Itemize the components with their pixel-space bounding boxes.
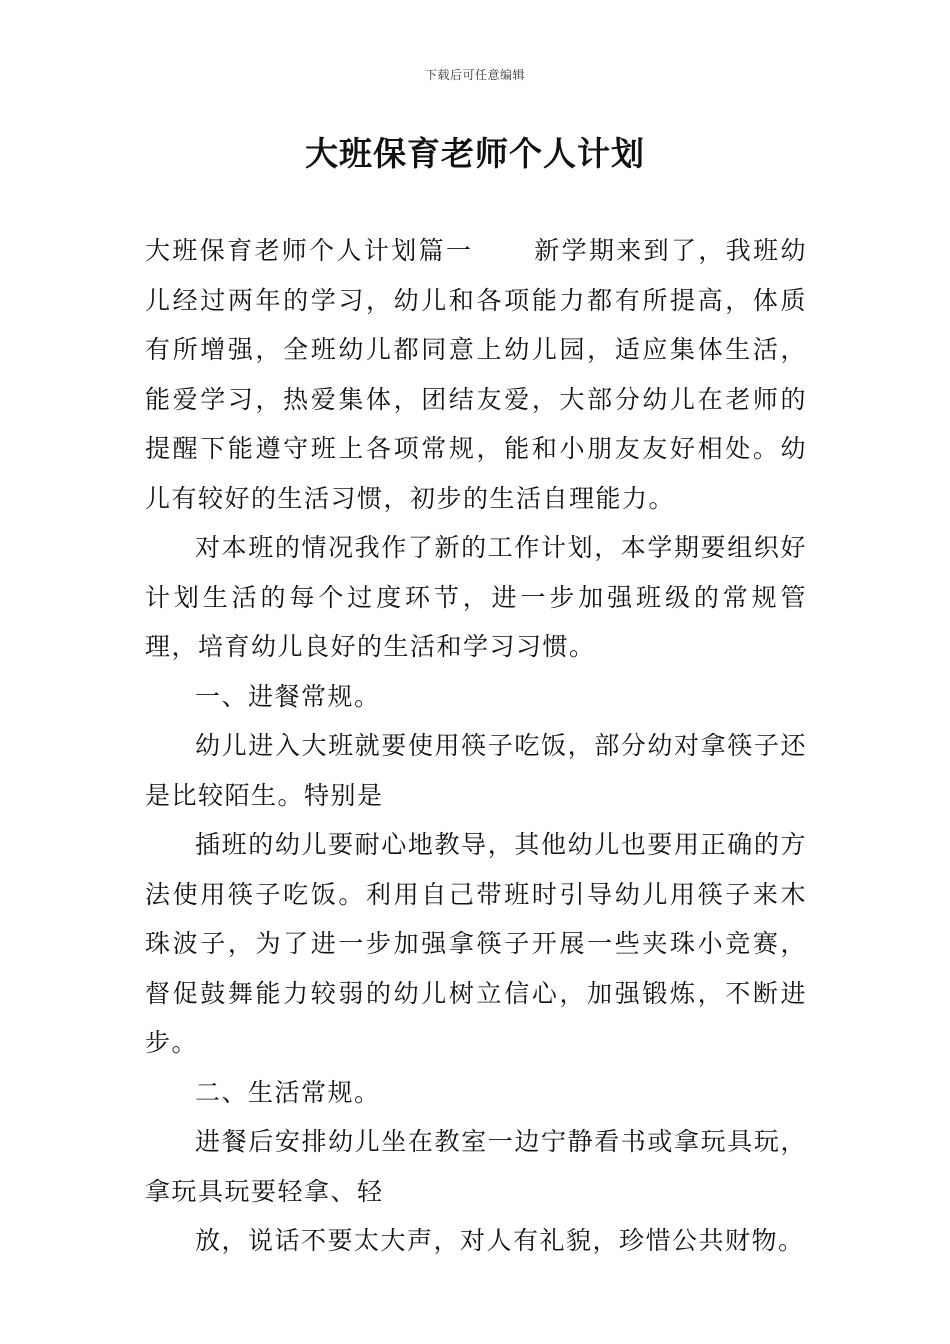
document-body: [145, 226, 807, 1266]
paragraph-4: 插班的幼儿要耐心地教导，其他幼儿也要用正确的方法使用筷子吃饭。利用自己带班时引导幼儿用筷子来木珠波子，为了进一步加强拿筷子开展一些夹珠小竞赛，督促鼓舞能力较弱的幼儿树立信心，加强锻炼，不断进步。: [145, 830, 807, 1057]
document-title: 大班保育老师个人计划: [305, 134, 645, 173]
paragraph-5: 进餐后安排幼儿坐在教室一边宁静看书或拿玩具玩，拿玩具玩要轻拿、轻: [145, 1127, 807, 1206]
paragraph-3: 幼儿进入大班就要使用筷子吃饭，部分幼对拿筷子还是比较陌生。特别是: [145, 731, 807, 810]
paragraph-2: 对本班的情况我作了新的工作计划，本学期要组织好计划生活的每个过度环节，进一步加强班级的常规管理，培育幼儿良好的生活和学习习惯。: [145, 533, 807, 661]
paragraph-intro: [145, 226, 807, 523]
section-heading-dining: 一、进餐常规。: [195, 681, 381, 711]
header-note: 下载后可任意编辑: [424, 68, 525, 82]
paragraph-1-text: 新学期来到了，我班幼儿经过两年的学习，幼儿和各项能力都有所提高，体质有所增强，全班幼儿都同意上幼儿园，适应集体生活，能爱学习，热爱集体，团结友爱，大部分幼儿在老师的提醒下能遵守班上各项常规，能和小朋友友好相处。幼儿有较好的生活习惯，初步的生活自理能力。: [145, 236, 807, 513]
intro-heading: 大班保育老师个人计划篇一: [145, 236, 474, 265]
paragraph-6: 放，说话不要太大声，对人有礼貌，珍惜公共财物。: [195, 1226, 805, 1255]
section-heading-daily-life: 二、生活常规。: [195, 1077, 381, 1107]
